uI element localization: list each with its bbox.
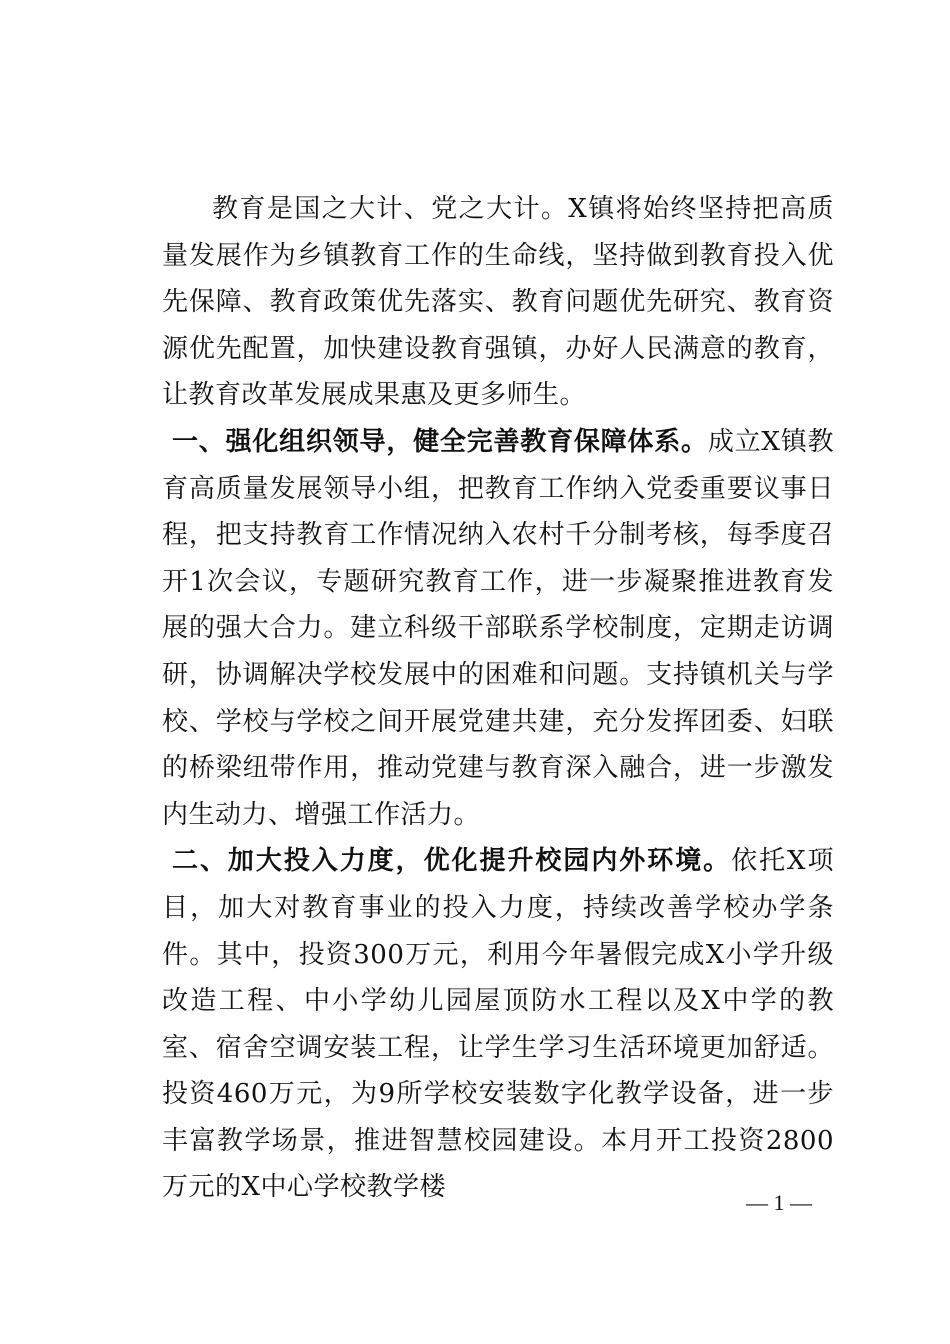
intro-paragraph-text: 教育是国之大计、党之大计。X镇将始终坚持把高质量发展作为乡镇教育工作的生命线，坚持做到教育投入优先保障、教育政策优先落实、教育问题优先研究、教育资源优先配置，加快建设教育强镇，办好人民满意的教育，让教育改革发展成果惠及更多师生。 — [162, 194, 834, 411]
page-number: — 1 — — [746, 1190, 812, 1215]
section-two-heading: 二、加大投入力度，优化提升校园内外环境。 — [172, 846, 732, 877]
intro-paragraph — [162, 186, 834, 419]
section-one-text: 成立X镇教育高质量发展领导小组，把教育工作纳入党委重要议事日程，把支持教育工作情况纳入农村千分制考核，每季度召开1次会议，专题研究教育工作，进一步凝聚推进教育发展的强大合力。建立科级干部联系学校制度，定期走访调研，协调解决学校发展中的困难和问题。支持镇机关与学校、学校与学校之间开展党建共建，充分发挥团委、妇联的桥梁纽带作用，推动党建与教育深入融合，进一步激发内生动力、增强工作活力。 — [162, 426, 834, 830]
section-one-paragraph — [162, 419, 834, 838]
section-two-paragraph — [162, 838, 834, 1211]
section-one-heading: 一、强化组织领导，健全完善教育保障体系。 — [172, 426, 708, 457]
section-two-text: 依托X项目，加大对教育事业的投入力度，持续改善学校办学条件。其中，投资300万元，利用今年暑假完成X小学升级改造工程、中小学幼儿园屋顶防水工程以及X中学的教室、宿舍空调安装工程，让学生学习生活环境更加舒适。投资460万元，为9所学校安装数字化教学设备，进一步丰富教学场景，推进智慧校园建设。本月开工投资2800万元的X中心学校教学楼 — [162, 846, 834, 1203]
document-body — [162, 186, 834, 1211]
